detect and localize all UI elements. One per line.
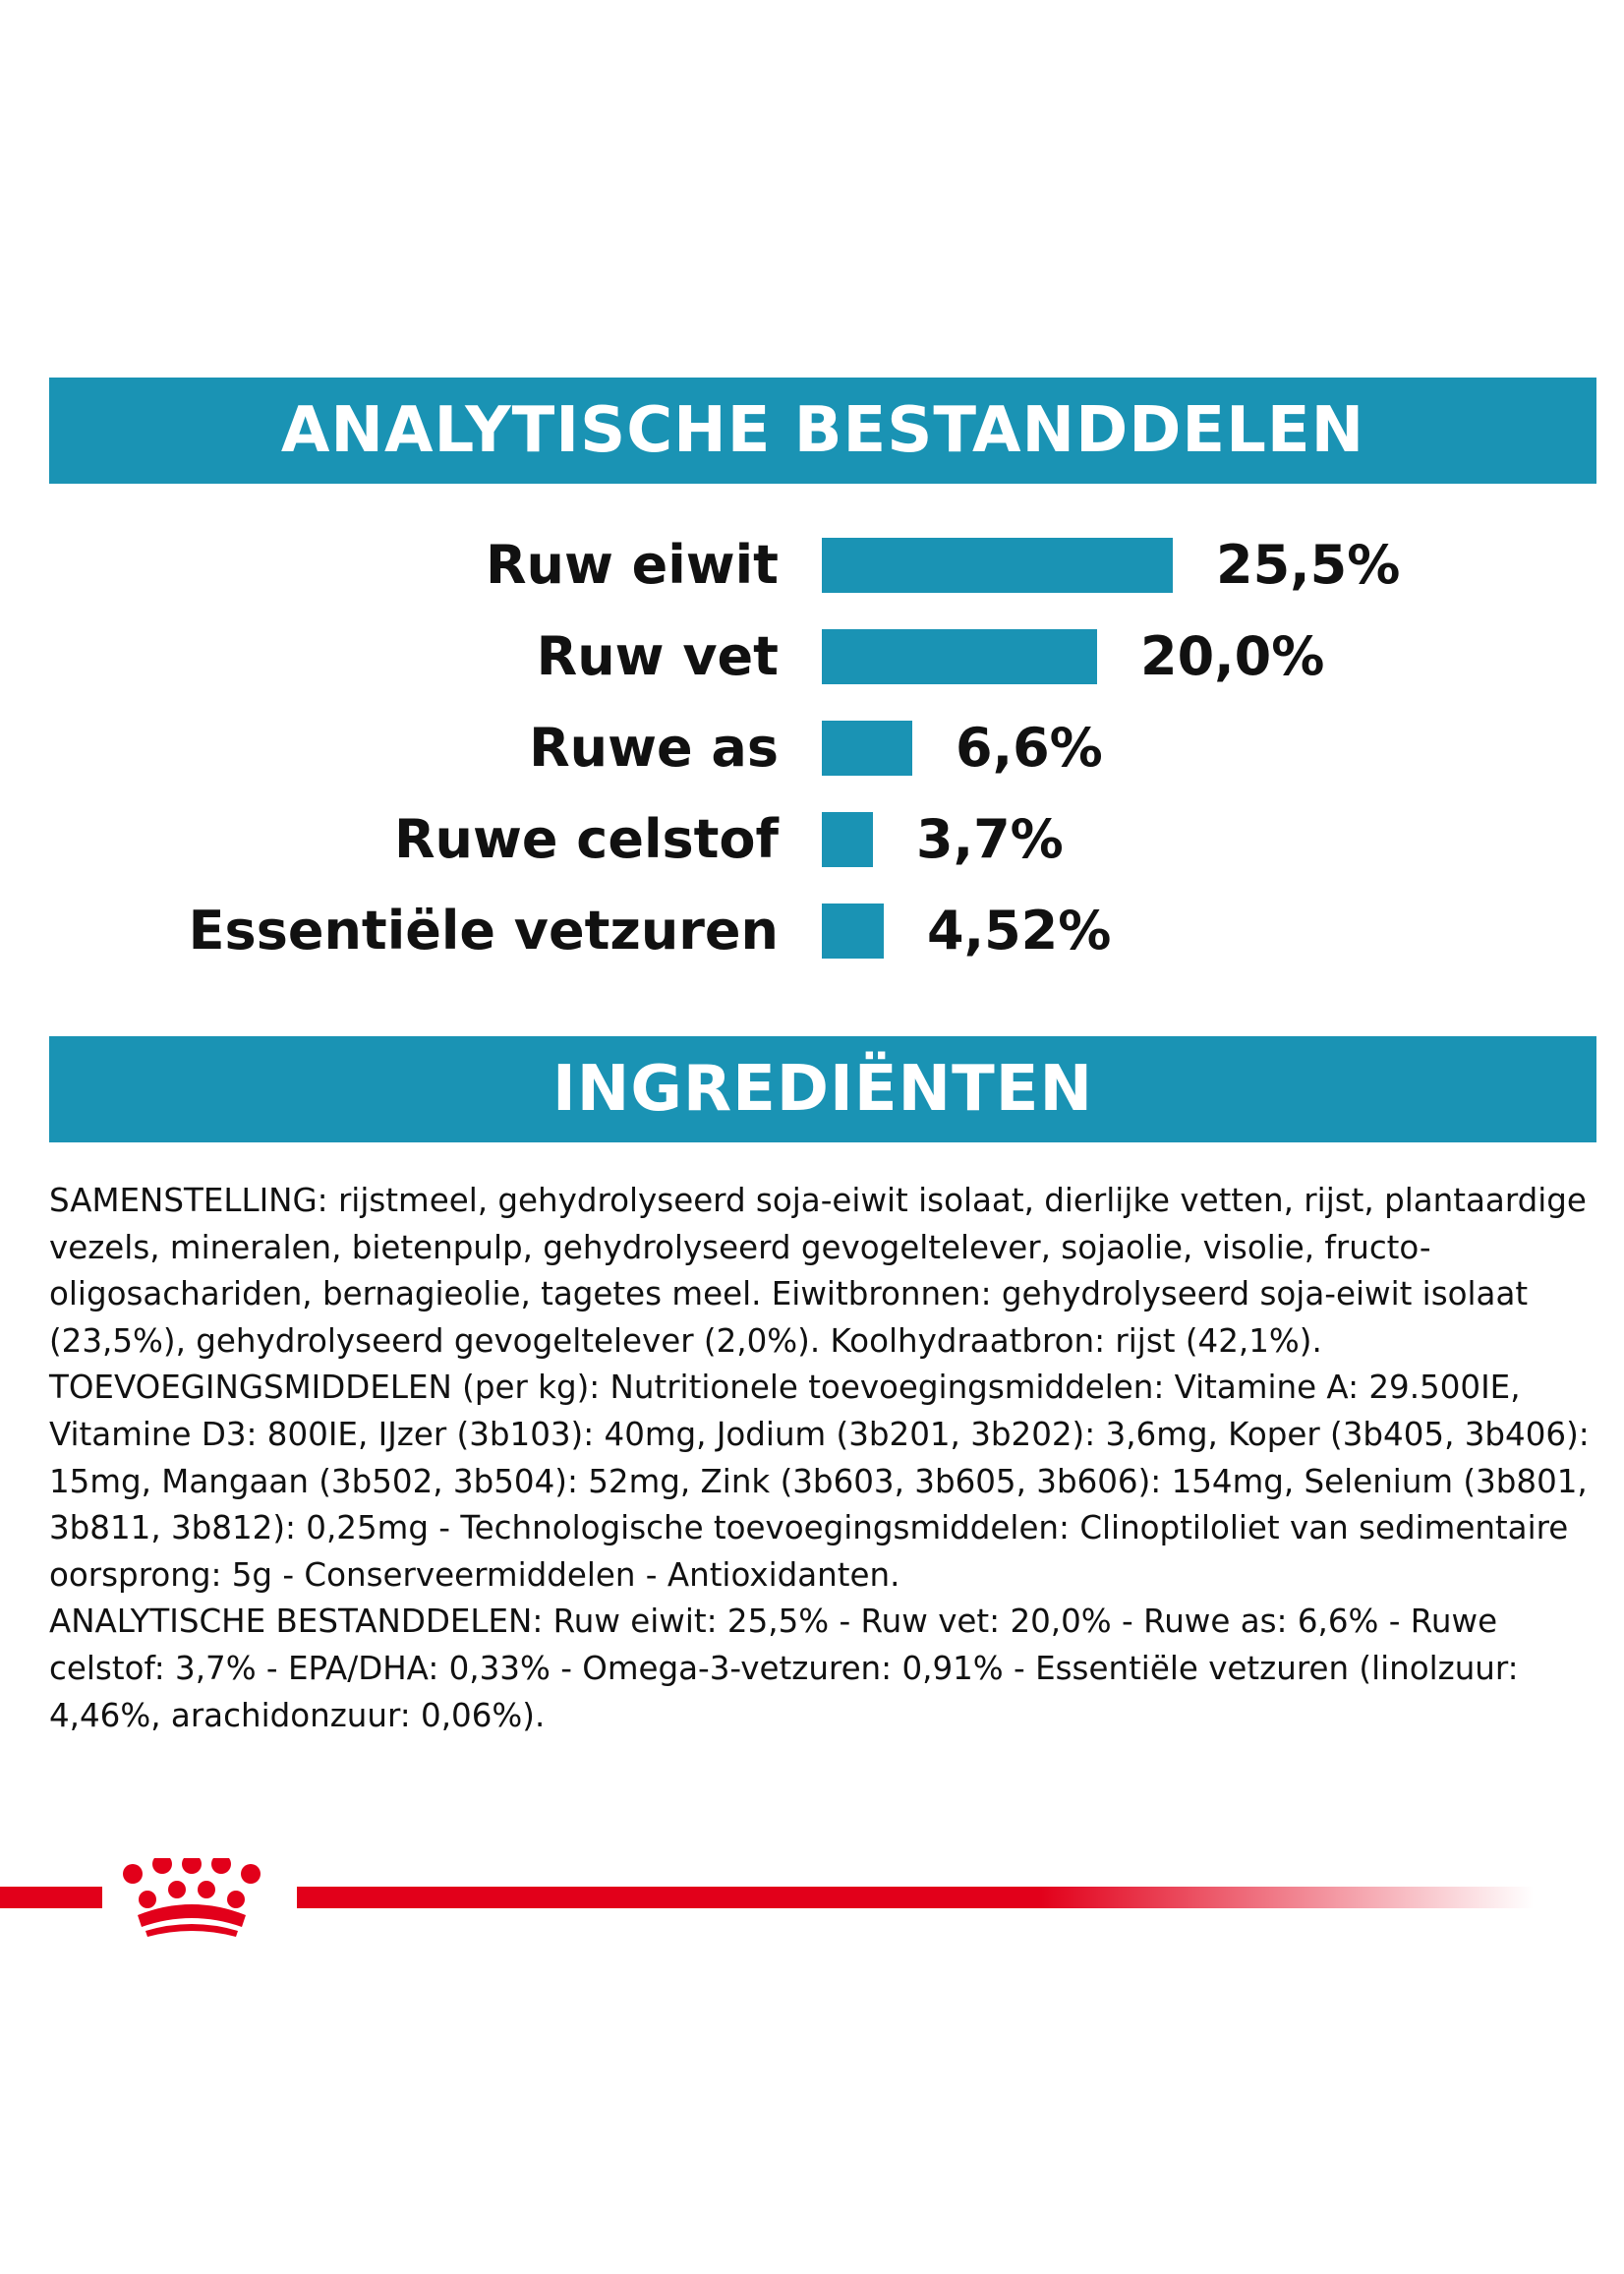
- bar-label-4: Essentiële vetzuren: [188, 900, 779, 962]
- bar-label-3: Ruwe celstof: [393, 808, 779, 870]
- bar-label-0: Ruw eiwit: [485, 534, 779, 596]
- brand-stripe-right: [297, 1887, 1534, 1908]
- ingredients-paragraph-composition: SAMENSTELLING: rijstmeel, gehydrolyseerd soja-eiwit isolaat, dierlijke vetten, rijst, plantaardige vezels, mineralen, bietenpulp, gehydrolyseerd gevogeltelever, sojaolie, visolie, fructo-oligosachariden, bernagieolie, tagetes meel. Eiwitbronnen: gehydrolyseerd soja-eiwit isolaat (23,5%), gehydrolyseerd gevogeltelever (2,0%). Koolhydraatbron: rijst (42,1%).: [49, 1182, 1587, 1360]
- ingredients-title-banner: [49, 1036, 1596, 1142]
- bar-label-1: Ruw vet: [536, 625, 779, 687]
- bar-0: [822, 538, 1173, 593]
- ingredients-paragraph-analytics: ANALYTISCHE BESTANDDELEN: Ruw eiwit: 25,5% - Ruw vet: 20,0% - Ruwe as: 6,6% - Ruwe celstof: 3,7% - EPA/DHA: 0,33% - Omega-3-vetzuren: 0,91% - Essentiële vetzuren (linolzuur: 4,46%, arachidonzuur: 0,06%).: [49, 1603, 1519, 1734]
- analytics-title: ANALYTISCHE BESTANDDELEN: [280, 394, 1365, 467]
- ingredients-title: INGREDIËNTEN: [551, 1053, 1094, 1126]
- brand-stripe: [0, 1858, 1534, 1937]
- bar-4: [822, 904, 884, 959]
- brand-stripe-left: [0, 1887, 102, 1908]
- bar-3: [822, 812, 873, 867]
- bar-2: [822, 721, 912, 776]
- bar-1: [822, 629, 1097, 684]
- ingredients-text: [49, 1178, 1596, 1739]
- bar-value-1: 20,0%: [1140, 625, 1325, 687]
- bar-value-4: 4,52%: [927, 900, 1112, 962]
- analytics-bar-chart: [0, 0, 1624, 983]
- crown-logo-icon: [123, 1858, 261, 1937]
- bar-value-2: 6,6%: [956, 717, 1103, 779]
- bar-value-3: 3,7%: [916, 808, 1064, 870]
- bar-label-2: Ruwe as: [529, 717, 779, 779]
- bar-value-0: 25,5%: [1216, 534, 1401, 596]
- ingredients-paragraph-additives: TOEVOEGINGSMIDDELEN (per kg): Nutritionele toevoegingsmiddelen: Vitamine A: 29.500IE, Vitamine D3: 800IE, IJzer (3b103): 40mg, Jodium (3b201, 3b202): 3,6mg, Koper (3b405, 3b406): 15mg, Mangaan (3b502, 3b504): 52mg, Zink (3b603, 3b605, 3b606): 154mg, Selenium (3b801, 3b811, 3b812): 0,25mg - Technologische toevoegingsmiddelen: Clinoptiloliet van sedimentaire oorsprong: 5g - Conserveermiddelen - Antioxidanten.: [49, 1369, 1590, 1594]
